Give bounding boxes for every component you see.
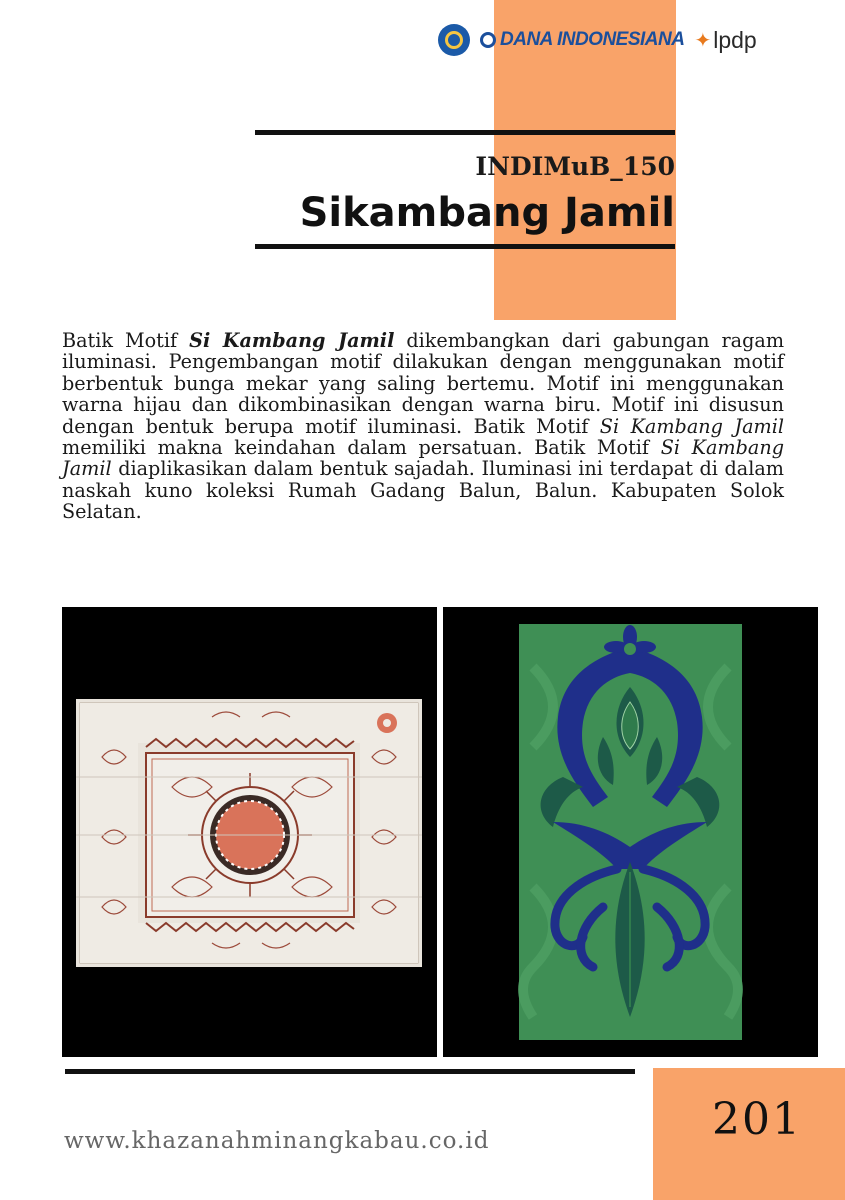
motif-name-italic: Si Kambang Jamil — [599, 414, 784, 438]
page-number: 201 — [712, 1094, 802, 1145]
description-paragraph: Batik Motif Si Kambang Jamil dikembangkan dari gabungan ragam iluminasi. Pengembangan motif dilakukan dengan menggunakan motif berbentuk bunga mekar yang saling bertemu. Motif ini menggunakan warna hijau dan dikombinasikan dengan warna biru. Motif ini disusun dengan bentuk berupa motif iluminasi. Batik Motif Si Kambang Jamil memiliki makna keindahan dalam persatuan. Batik Motif Si Kambang Jamil diaplikasikan dalam bentuk sajadah. Iluminasi ini terdapat di dalam naskah kuno koleksi Rumah Gadang Balun, Balun. Kabupaten Solok Selatan. — [62, 329, 785, 524]
title-rule-bottom — [255, 244, 675, 249]
lpdp-logo — [694, 27, 756, 54]
title-rule-top — [255, 130, 675, 135]
kemdikbud-logo-icon — [438, 24, 470, 56]
batik-motif-image — [443, 607, 818, 1057]
sponsor-logos — [438, 22, 757, 58]
lpdp-flame-icon: ✦ — [694, 29, 712, 52]
motif-name-bold: Si Kambang Jamil — [189, 329, 395, 352]
motif-code: INDIMuB_150 — [475, 152, 675, 181]
dana-indonesiana-text: DANA INDONESIANA — [500, 29, 685, 50]
manuscript-illumination-image — [62, 607, 437, 1057]
dana-indonesiana-logo — [480, 29, 684, 51]
motif-name-italic: Si Kambang Jamil — [62, 436, 784, 481]
sikambang-jamil-motif — [443, 607, 818, 1057]
website-url[interactable]: www.khazanahminangkabau.co.id — [64, 1128, 490, 1154]
dana-indonesiana-icon — [480, 32, 496, 48]
lpdp-text: lpdp — [713, 26, 757, 53]
footer-rule — [65, 1069, 635, 1074]
page-title: Sikambang Jamil — [299, 190, 675, 236]
manuscript-photo — [62, 607, 437, 1057]
